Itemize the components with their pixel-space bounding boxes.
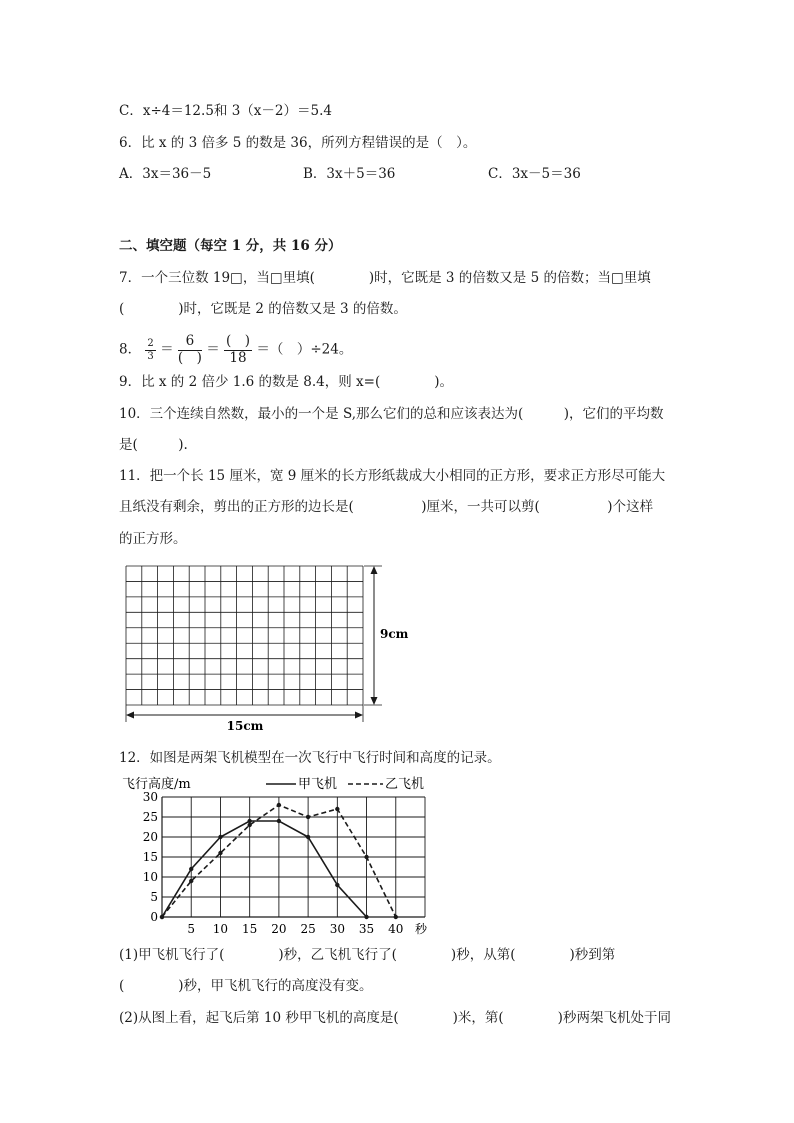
chart-x-tick-label: 40 [388,922,404,936]
chart-legend [266,776,424,792]
chart-point-series-2 [247,823,251,827]
width-label: 15cm [226,719,264,733]
chart-x-tick-label: 15 [242,922,258,936]
q8-fraction-2: $\frac{6}{( )}$ [177,333,202,366]
chart-point-series-1 [189,867,193,871]
q7-line1: 7．一个三位数 19□，当□里填( )时，它既是 3 的倍数又是 5 的倍数；当□里填 [119,270,651,286]
q7-line2: ( )时，它既是 2 的倍数又是 3 的倍数。 [119,301,407,317]
q10-line2: 是( ). [119,437,188,453]
flight-chart [118,774,438,940]
chart-y-axis-label: 飞行高度/m [122,777,191,792]
chart-point-series-2 [160,915,164,919]
chart-x-tick-label: 20 [271,922,287,936]
chart-point-series-1 [247,819,251,823]
chart-point-series-2 [277,803,281,807]
arrow-up-icon [371,566,378,574]
chart-point-series-2 [335,807,339,811]
q8-tail: ＝（ ）÷24。 [256,341,353,358]
q12-text: 12．如图是两架飞机模型在一次飞行中飞行时间和高度的记录。 [119,750,501,766]
chart-y-tick-label: 20 [142,830,158,844]
chart-point-series-1 [335,883,339,887]
arrow-left-icon [126,712,134,719]
chart-point-series-2 [394,915,398,919]
height-label: 9cm [380,627,409,641]
q6-text: 6．比 x 的 3 倍多 5 的数是 36，所列方程错误的是（ ）。 [119,135,477,151]
chart-point-series-2 [364,855,368,859]
legend-label-series-2: 乙飞机 [385,777,425,792]
q11-line3: 的正方形。 [119,531,187,547]
arrow-down-icon [371,697,378,705]
q8-fraction-3: $\frac{( )}{18}$ [226,333,251,366]
chart-x-tick-label: 25 [300,922,316,936]
chart-y-tick-label: 5 [150,890,158,904]
chart-y-tick-label: 15 [142,850,158,864]
chart-x-tick-label: 35 [358,922,375,936]
q6-option-a: A．3x＝36－5 [119,166,212,182]
legend-label-series-1: 甲飞机 [298,777,338,792]
chart-point-series-2 [218,851,222,855]
q8-fraction-1: $\frac{2}{3}$ [147,337,154,362]
chart-point-series-2 [306,815,310,819]
q12-sub1-line1: (1)甲飞机飞行了( )秒，乙飞机飞行了( )秒，从第( )秒到第 [119,947,616,963]
chart-x-tick-label: 10 [212,922,229,936]
q11-line2: 且纸没有剩余，剪出的正方形的边长是( )厘米，一共可以剪( )个这样 [119,499,654,515]
chart-y-tick-label: 25 [142,810,158,824]
section-heading: 二、填空题（每空 1 分，共 16 分） [119,238,342,254]
q12-sub1-line2: ( )秒，甲飞机飞行的高度没有变。 [119,978,373,994]
q12-sub2-line1: (2)从图上看，起飞后第 10 秒甲飞机的高度是( )米，第( )秒两架飞机处于同 [119,1010,671,1026]
arrow-right-icon [355,712,363,719]
q8-line: 8． $\frac{2}{3}$ ＝ $\frac{6}{( )}$ ＝ $\frac{( )}{18}$ ＝（ ）÷24。 [119,333,353,366]
q6-option-b: B．3x＋5＝36 [303,166,396,182]
q8-label: 8． [119,341,142,358]
grid-lines [126,566,363,705]
chart-y-tick-label: 30 [142,790,158,804]
q11-line1: 11．把一个长 15 厘米，宽 9 厘米的长方形纸裁成大小相同的正方形，要求正方形尽可能大 [119,468,666,484]
chart-x-tick-label: 30 [329,922,345,936]
chart-point-series-2 [189,879,193,883]
q11-grid-figure [118,558,418,738]
chart-point-series-1 [306,835,310,839]
q6-option-c: C．3x－5＝36 [488,166,581,182]
chart-point-series-1 [364,915,368,919]
chart-x-tick-label: 5 [187,922,196,936]
q9-text: 9．比 x 的 2 倍少 1.6 的数是 8.4，则 x=( )。 [119,374,454,390]
chart-point-series-1 [218,835,222,839]
q5-option-c: C．x÷4＝12.5和 3（x－2）＝5.4 [119,103,332,119]
chart-x-axis-label: 秒 [415,922,428,936]
chart-point-series-1 [277,819,281,823]
chart-y-tick-label: 0 [150,910,158,924]
q10-line1: 10．三个连续自然数，最小的一个是 S,那么它们的总和应该表达为( )，它们的平均数 [119,406,664,422]
chart-y-tick-label: 10 [142,870,158,884]
